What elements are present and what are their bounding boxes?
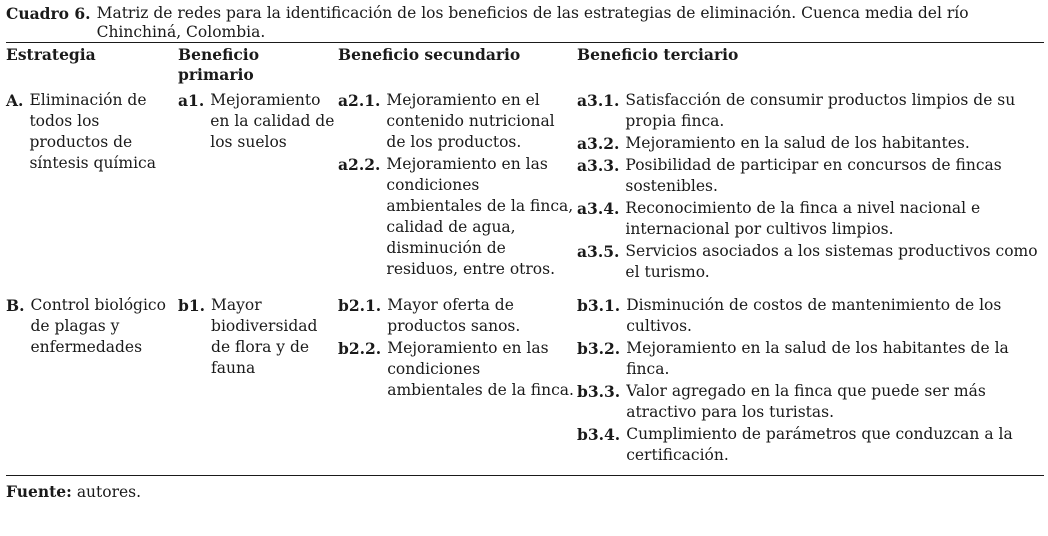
tertiary-item xyxy=(577,295,1044,337)
tertiary-item xyxy=(577,424,1044,466)
source-text: autores. xyxy=(76,483,142,501)
header-primary: Beneficio primario xyxy=(178,45,260,84)
tertiary-item-text: Servicios asociados a los sistemas productivos como el turismo. xyxy=(625,242,1038,281)
tertiary-item xyxy=(577,90,1044,132)
strategy-cell xyxy=(6,87,178,292)
secondary-item-code: a2.2. xyxy=(338,155,381,174)
table-body xyxy=(6,87,1044,475)
bottom-rule xyxy=(6,475,1044,476)
secondary-item-code: b2.1. xyxy=(338,296,382,315)
tertiary-item xyxy=(577,241,1044,283)
tertiary-item-code: a3.3. xyxy=(577,156,620,175)
strategy-text: Eliminación de todos los productos de síntesis química xyxy=(29,91,156,172)
table-row xyxy=(6,87,1044,292)
primary-item xyxy=(178,295,338,379)
secondary-item xyxy=(338,154,577,280)
secondary-cell xyxy=(338,292,577,475)
primary-item-code: a1. xyxy=(178,91,205,110)
secondary-item-text: Mejoramiento en las condiciones ambientales de la finca, calidad de agua, disminución de residuos, entre otros. xyxy=(386,155,574,278)
secondary-item-text: Mejoramiento en el contenido nutricional de los productos. xyxy=(386,91,555,151)
tertiary-item-text: Disminución de costos de mantenimiento de los cultivos. xyxy=(626,296,1002,335)
caption-label: Cuadro 6. xyxy=(6,4,91,23)
secondary-item-code: a2.1. xyxy=(338,91,381,110)
table-caption xyxy=(6,4,1044,42)
tertiary-item xyxy=(577,338,1044,380)
primary-item-text: Mejoramiento en la calidad de los suelos xyxy=(210,91,335,151)
tertiary-item-code: b3.4. xyxy=(577,425,621,444)
tertiary-item-text: Posibilidad de participar en concursos de fincas sostenibles. xyxy=(625,156,1002,195)
tertiary-item-text: Cumplimiento de parámetros que conduzcan a la certificación. xyxy=(626,425,1013,464)
header-tertiary: Beneficio terciario xyxy=(577,45,739,64)
tertiary-item-code: b3.2. xyxy=(577,339,621,358)
header-row xyxy=(6,43,1044,87)
primary-item xyxy=(178,90,338,153)
secondary-cell xyxy=(338,87,577,292)
secondary-item xyxy=(338,90,577,153)
strategy-item xyxy=(6,295,178,358)
strategy-text: Control biológico de plagas y enfermedades xyxy=(30,296,166,356)
source-note xyxy=(6,482,1044,502)
caption-text: Matriz de redes para la identificación de los beneficios de las estrategias de eliminación. Cuenca media del río Chinchiná, Colombia. xyxy=(96,4,969,41)
tertiary-item-code: a3.4. xyxy=(577,199,620,218)
strategy-item xyxy=(6,90,178,174)
strategy-cell xyxy=(6,292,178,475)
table-row xyxy=(6,292,1044,475)
primary-item-code: b1. xyxy=(178,296,206,315)
strategy-code: B. xyxy=(6,296,25,315)
document-page xyxy=(6,4,1044,502)
tertiary-item xyxy=(577,198,1044,240)
secondary-item xyxy=(338,338,577,401)
tertiary-item-text: Valor agregado en la finca que puede ser más atractivo para los turistas. xyxy=(626,382,986,421)
tertiary-cell xyxy=(577,87,1044,292)
tertiary-item xyxy=(577,155,1044,197)
header-secondary: Beneficio secundario xyxy=(338,45,521,64)
tertiary-item-code: a3.5. xyxy=(577,242,620,261)
primary-cell xyxy=(178,87,338,292)
tertiary-item-code: b3.3. xyxy=(577,382,621,401)
tertiary-item-code: a3.2. xyxy=(577,134,620,153)
tertiary-item-code: a3.1. xyxy=(577,91,620,110)
tertiary-item-text: Mejoramiento en la salud de los habitantes de la finca. xyxy=(626,339,1009,378)
source-label: Fuente: xyxy=(6,482,72,501)
secondary-item-text: Mejoramiento en las condiciones ambientales de la finca. xyxy=(387,339,574,399)
tertiary-item xyxy=(577,381,1044,423)
tertiary-item-text: Mejoramiento en la salud de los habitantes. xyxy=(625,134,970,152)
primary-cell xyxy=(178,292,338,475)
tertiary-item-text: Reconocimiento de la finca a nivel nacional e internacional por cultivos limpios. xyxy=(625,199,981,238)
tertiary-item-text: Satisfacción de consumir productos limpios de su propia finca. xyxy=(625,91,1016,130)
tertiary-item-code: b3.1. xyxy=(577,296,621,315)
tertiary-cell xyxy=(577,292,1044,475)
tertiary-item xyxy=(577,133,1044,154)
secondary-item-code: b2.2. xyxy=(338,339,382,358)
benefits-matrix-table xyxy=(6,43,1044,475)
strategy-code: A. xyxy=(6,91,24,110)
secondary-item xyxy=(338,295,577,337)
primary-item-text: Mayor biodiversidad de flora y de fauna xyxy=(211,296,318,377)
header-strategy: Estrategia xyxy=(6,45,96,64)
secondary-item-text: Mayor oferta de productos sanos. xyxy=(387,296,521,335)
